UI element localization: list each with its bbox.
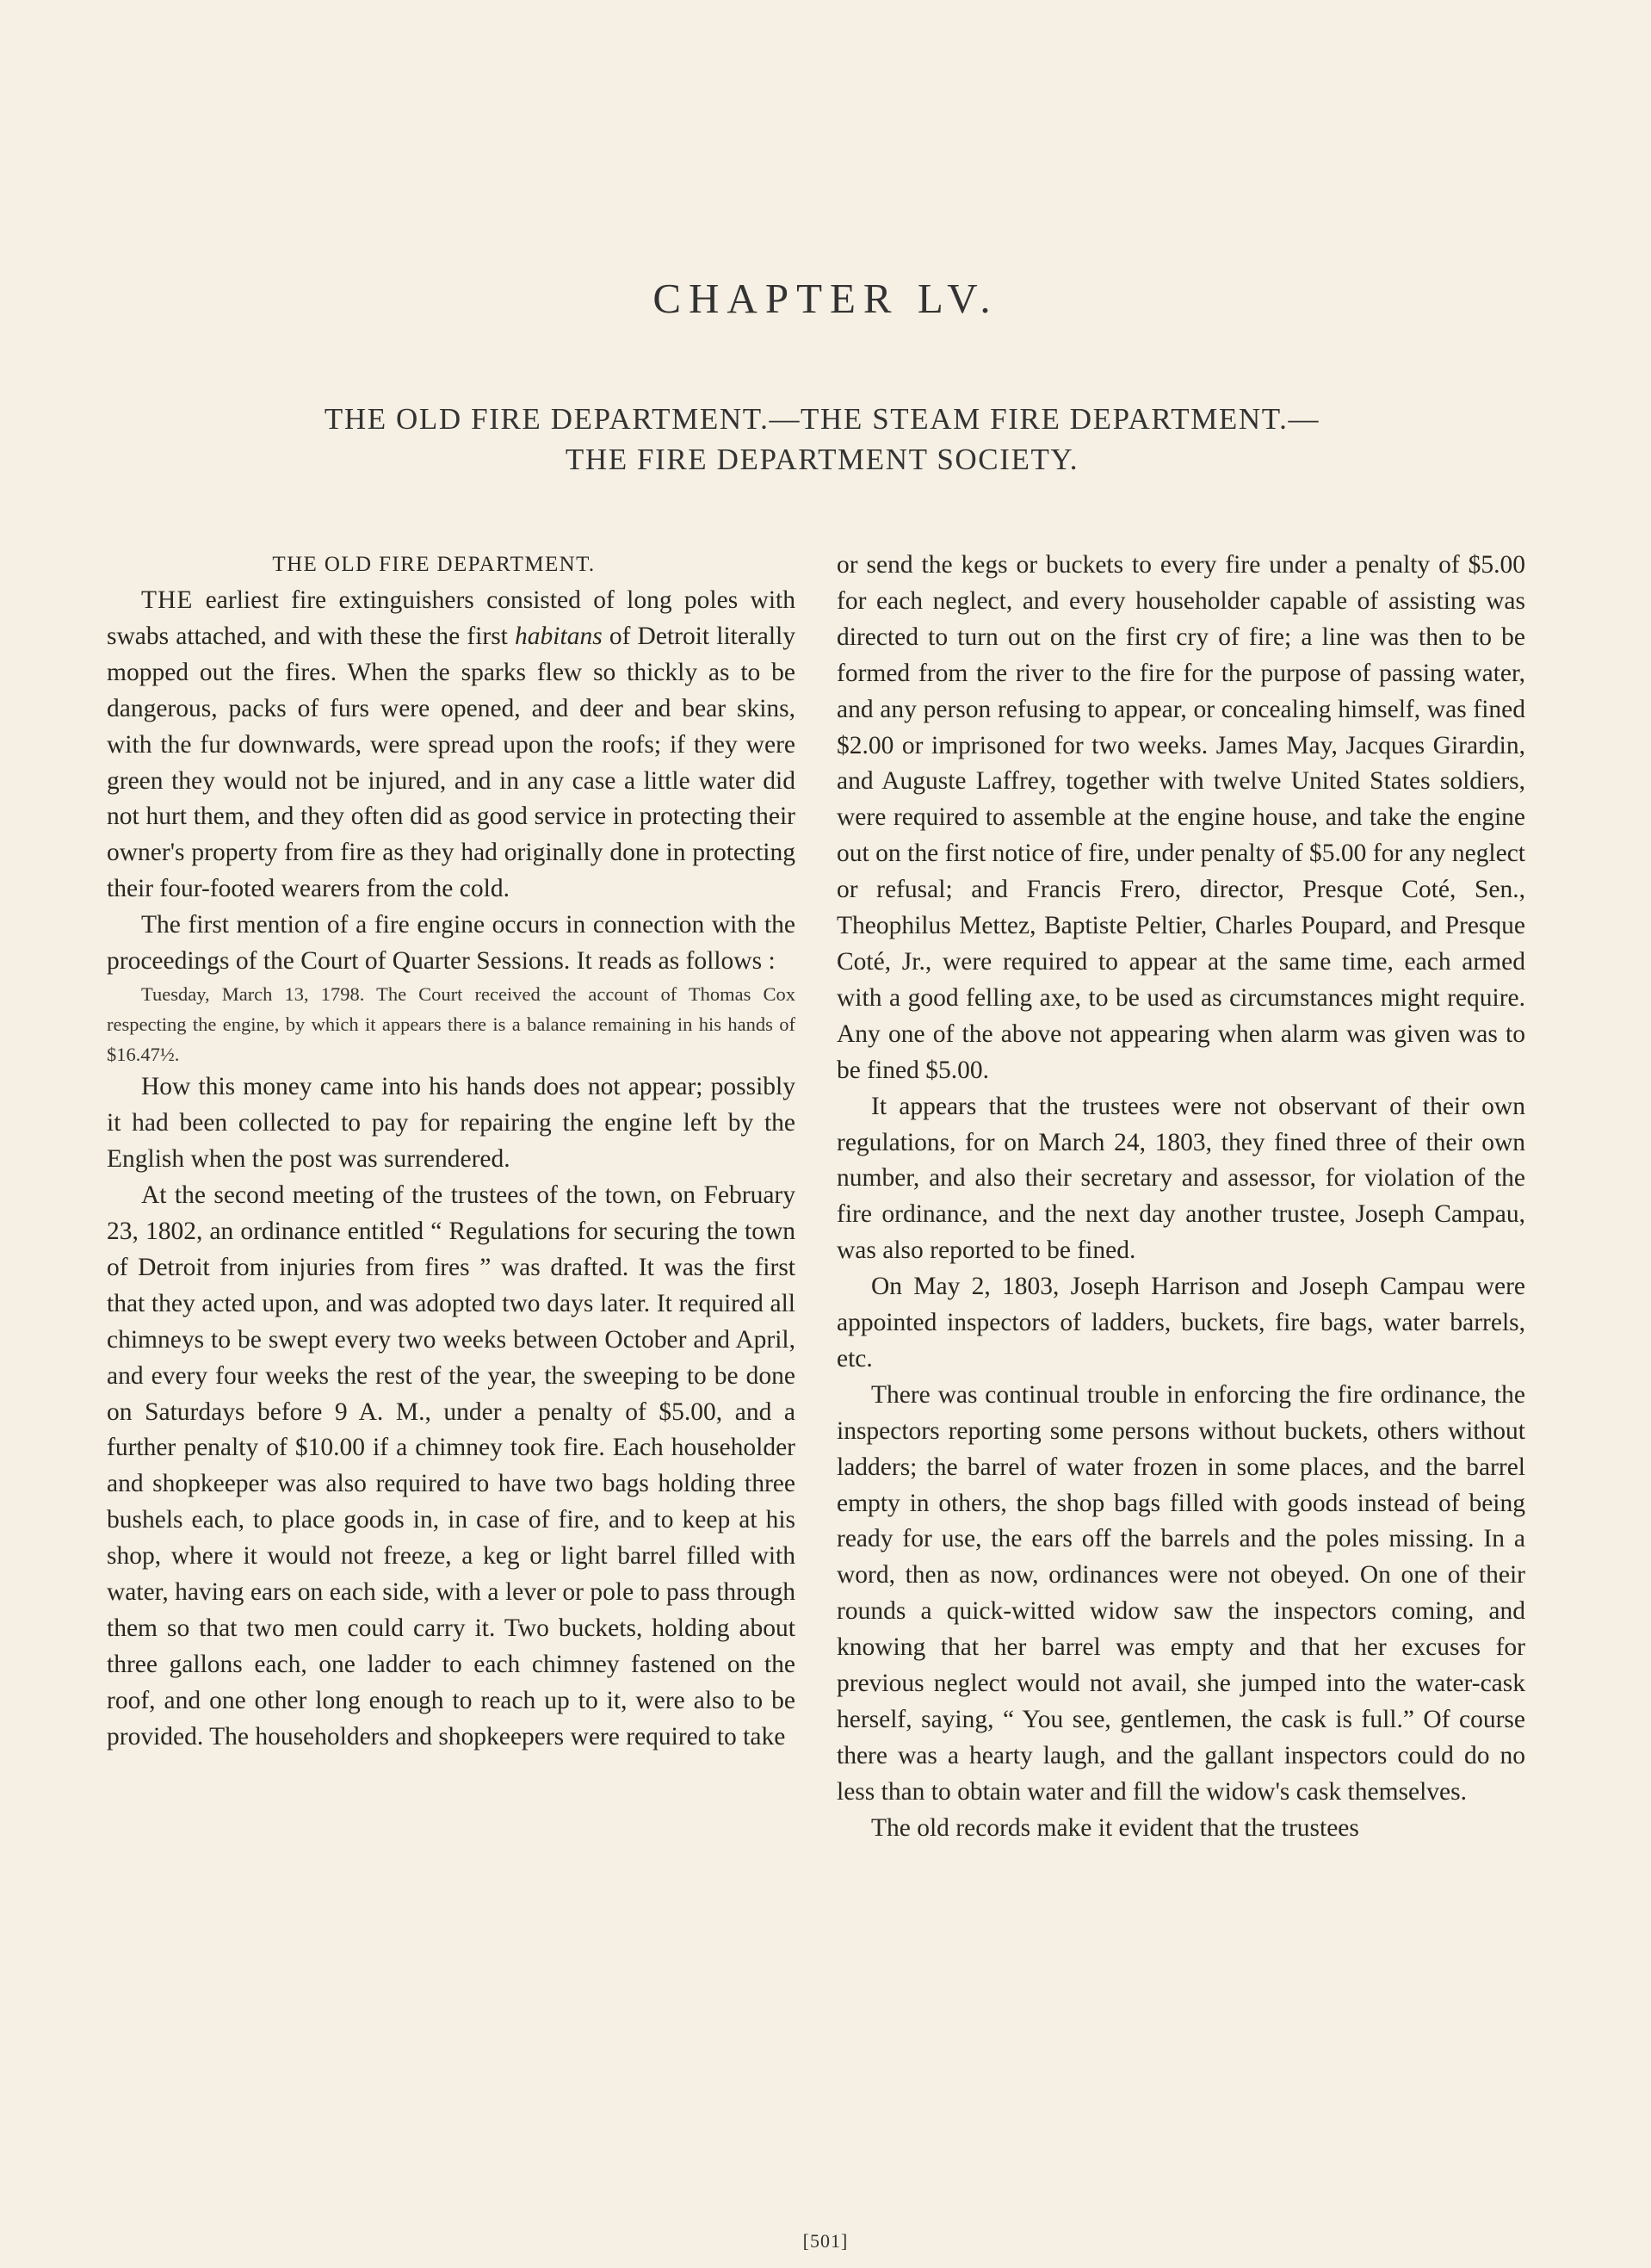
- paragraph-text: of Detroit literally mopped out the fires. When the sparks flew so thickly as to be dangerous, packs of furs were opened, and deer and bear skins, with the fur downwards, were spread upon the roofs; if they were green they would not be injured, and in any case a little water did not hurt them, and they often did as good service in protecting their owner's property from fire as they had originally done in protecting their four-footed wearers from the cold.: [107, 622, 796, 903]
- paragraph: At the second meeting of the trustees of the town, on February 23, 1802, an ordinance entitled “ Regulations for securing the town of Detroit from injuries from fires ” was drafted. It was the first that they acted upon, and was adopted two days later. It required all chimneys to be swept every two weeks between October and April, and every four weeks the rest of the year, the sweeping to be done on Saturdays before 9 A. M., under a penalty of $5.00, and a further penalty of $10.00 if a chimney took fire. Each householder and shopkeeper was also required to have two bags holding three bushels each, to place goods in, in case of fire, and to keep at his shop, where it would not freeze, a keg or light barrel filled with water, having ears on each side, with a lever or pole to pass through them so that two men could carry it. Two buckets, holding about three gallons each, one ladder to each chimney fastened on the roof, and one other long enough to reach up to it, were also to be provided. The householders and shopkeepers were required to take: [107, 1181, 795, 1751]
- section-heading: THE OLD FIRE DEPARTMENT.: [272, 553, 596, 576]
- left-column: [107, 548, 795, 1756]
- italic-term: habitans: [515, 622, 603, 650]
- page-number: [501]: [802, 2230, 849, 2252]
- paragraph: [107, 583, 795, 908]
- paragraph: On May 2, 1803, Joseph Harrison and Joseph Campau were appointed inspectors of ladders, buckets, fire bags, water barrels, etc.: [837, 1273, 1525, 1373]
- block-quote: Tuesday, March 13, 1798. The Court received the account of Thomas Cox respecting the engine, by which it appears there is a balance remaining in his hands of $16.47½.: [107, 982, 795, 1065]
- chapter-title: CHAPTER LV.: [652, 275, 999, 322]
- paragraph: How this money came into his hands does not appear; possibly it had been collected to pay for repairing the engine left by the English when the post was surrendered.: [107, 1073, 795, 1174]
- paragraph: The old records make it evident that the trustees: [871, 1813, 1359, 1842]
- paragraph: The first mention of a fire engine occurs in connection with the proceedings of the Court of Quarter Sessions. It reads as follows :: [107, 911, 795, 976]
- right-column: [837, 548, 1525, 1847]
- paragraph-text: earliest fire extinguishers consisted of long poles with swabs attached, and with these the first: [107, 586, 795, 650]
- paragraph: There was continual trouble in enforcing the fire ordinance, the inspectors reporting some persons without buckets, others without ladders; the barrel of water frozen in some places, and the barrel empty in others, the shop bags filled with goods instead of being ready for use, the ears off the barrels and the poles missing. In a word, then as now, ordinances were not obeyed. On one of their rounds a quick-witted widow saw the inspectors coming, and knowing that her barrel was empty and that her excuses for previous neglect would not avail, she jumped into the water-cask herself, saying, “ You see, gentlemen, the cask is full.” Of course there was a hearty laugh, and the gallant inspectors could do no less than to obtain water and fill the widow's cask themselves.: [837, 1380, 1525, 1806]
- chapter-subtitle-line-2: THE FIRE DEPARTMENT SOCIETY.: [565, 443, 1079, 476]
- chapter-subtitle: [155, 399, 1489, 480]
- chapter-subtitle-line-1: THE OLD FIRE DEPARTMENT.—THE STEAM FIRE DEPARTMENT.—: [324, 402, 1320, 436]
- paragraph-continued: or send the kegs or buckets to every fire under a penalty of $5.00 for each neglect, and every householder capable of assisting was directed to turn out on the first cry of fire; a line was then to be formed from the river to the fire for the purpose of passing water, and any person refusing to appear, or concealing himself, was fined $2.00 or imprisoned for two weeks. James May, Jacques Girardin, and Auguste Laffrey, together with twelve United States soldiers, were required to assemble at the engine house, and take the engine out on the first notice of fire, under penalty of $5.00 for any neglect or refusal; and Francis Frero, director, Presque Coté, Sen., Theophilus Mettez, Baptiste Peltier, Charles Poupard, and Presque Coté, Jr., were required to appear at the same time, each armed with a good felling axe, to be used as circumstances might require. Any one of the above not appearing when alarm was given was to be fined $5.00.: [837, 551, 1525, 1084]
- paragraph-first-word: THE: [141, 586, 194, 614]
- paragraph: It appears that the trustees were not observant of their own regulations, for on March 24, 1803, they fined three of their own number, and also their secretary and assessor, for violation of the fire ordinance, and the next day another trustee, Joseph Campau, was also reported to be fined.: [837, 1092, 1525, 1265]
